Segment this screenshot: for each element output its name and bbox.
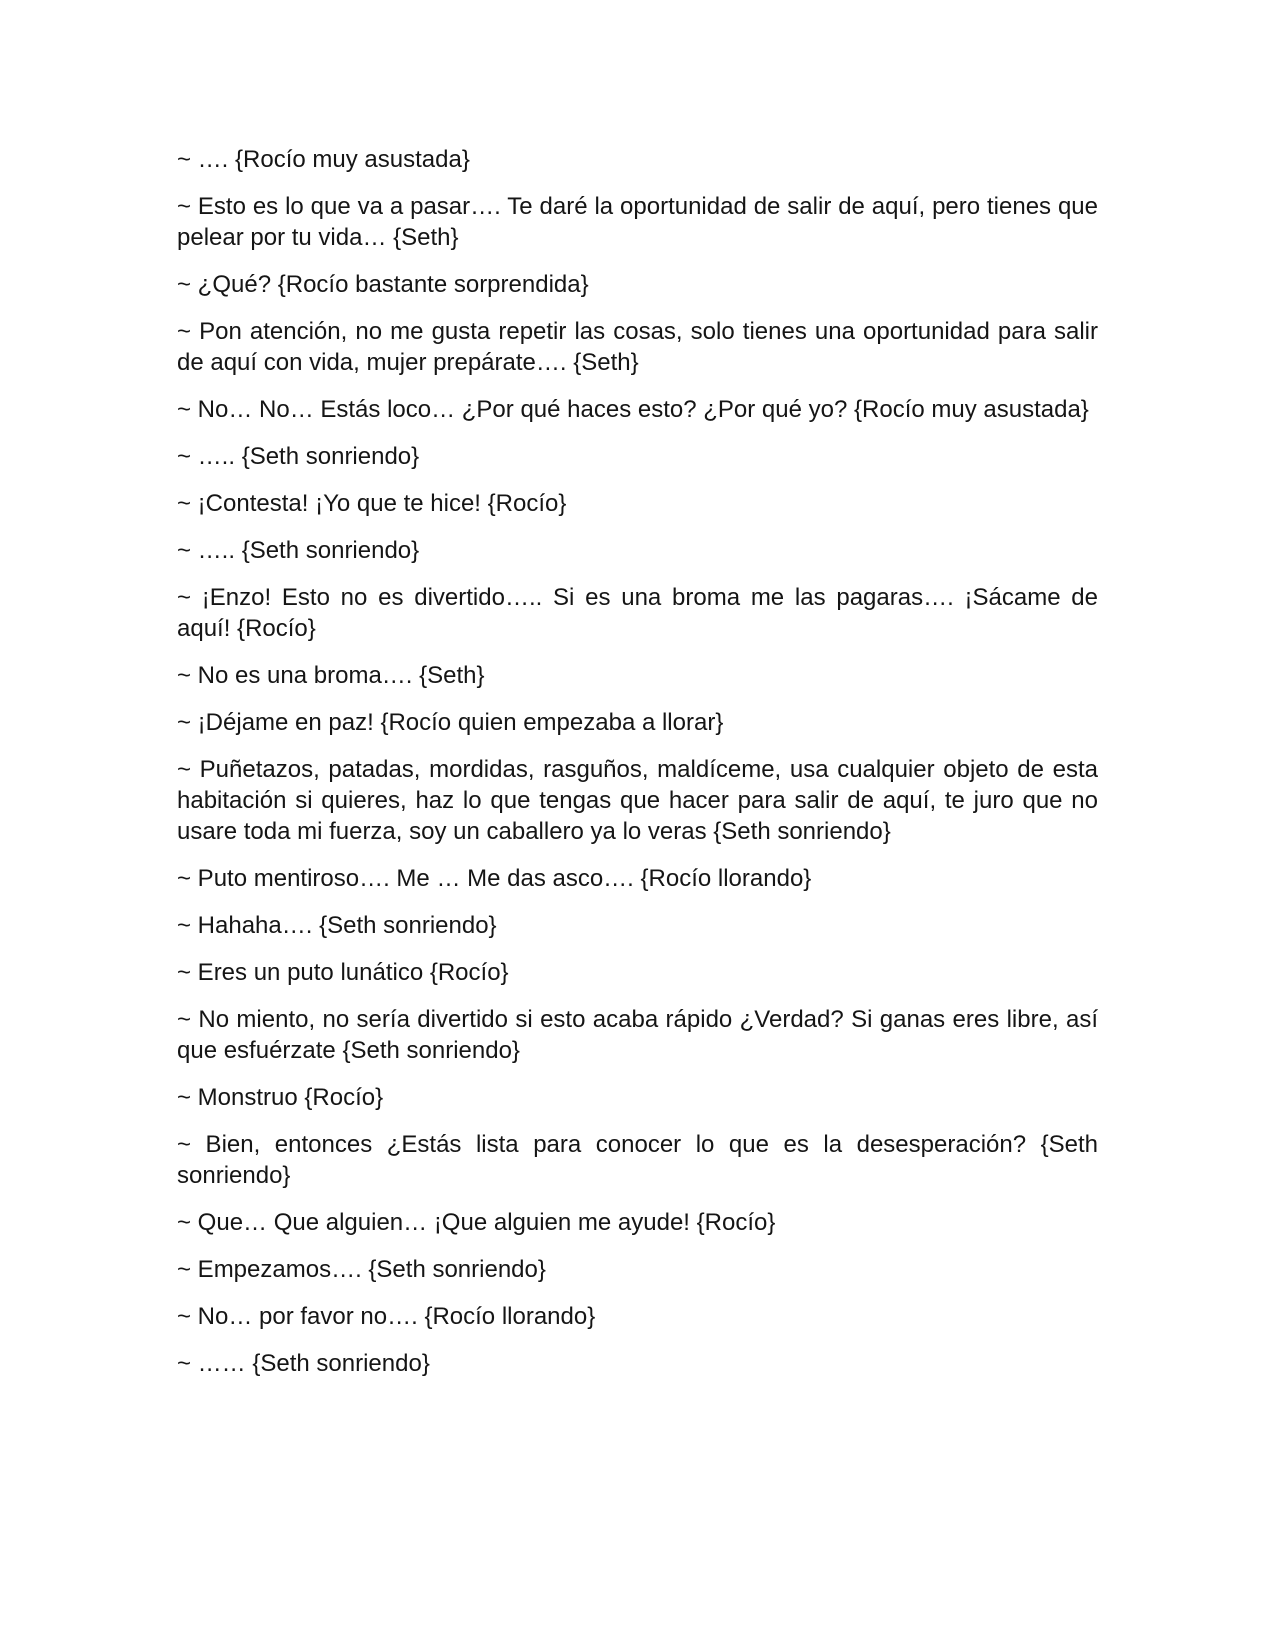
dialogue-line: ~ Monstruo {Rocío} (177, 1084, 384, 1111)
dialogue-line: ~ Puñetazos, patadas, mordidas, rasguños, maldíceme, usa cualquier objeto de esta habitación si quieres, haz lo que tengas que hacer para salir de aquí, te juro que no usare toda mi fuerza, soy un caballero ya lo veras {Seth sonriendo} (177, 756, 1098, 845)
dialogue-line: ~ Empezamos…. {Seth sonriendo} (177, 1256, 546, 1283)
dialogue-line: ~ ¡Contesta! ¡Yo que te hice! {Rocío} (177, 490, 567, 517)
dialogue-line: ~ Puto mentiroso…. Me … Me das asco…. {Rocío llorando} (177, 865, 812, 892)
dialogue-line: ~ ¿Qué? {Rocío bastante sorprendida} (177, 271, 589, 298)
dialogue-line: ~ Hahaha…. {Seth sonriendo} (177, 912, 497, 939)
dialogue-line: ~ Que… Que alguien… ¡Que alguien me ayude! {Rocío} (177, 1209, 776, 1236)
dialogue-line: ~ ¡Enzo! Esto no es divertido….. Si es una broma me las pagaras…. ¡Sácame de aquí! {Rocío} (177, 584, 1098, 642)
dialogue-line: ~ ¡Déjame en paz! {Rocío quien empezaba a llorar} (177, 709, 724, 736)
dialogue-line: ~ No… No… Estás loco… ¿Por qué haces esto? ¿Por qué yo? {Rocío muy asustada} (177, 396, 1089, 423)
dialogue-line: ~ Eres un puto lunático {Rocío} (177, 959, 509, 986)
document-body (177, 144, 1098, 1395)
dialogue-line: ~ No miento, no sería divertido si esto acaba rápido ¿Verdad? Si ganas eres libre, así que esfuérzate {Seth sonriendo} (177, 1006, 1098, 1064)
dialogue-line: ~ …… {Seth sonriendo} (177, 1350, 430, 1377)
dialogue-line: ~ No… por favor no…. {Rocío llorando} (177, 1303, 596, 1330)
dialogue-line: ~ Pon atención, no me gusta repetir las cosas, solo tienes una oportunidad para salir de aquí con vida, mujer prepárate…. {Seth} (177, 318, 1098, 376)
dialogue-line: ~ …. {Rocío muy asustada} (177, 146, 470, 173)
dialogue-line: ~ Esto es lo que va a pasar…. Te daré la oportunidad de salir de aquí, pero tienes que pelear por tu vida… {Seth} (177, 193, 1098, 251)
dialogue-line: ~ ….. {Seth sonriendo} (177, 537, 420, 564)
dialogue-line: ~ ….. {Seth sonriendo} (177, 443, 420, 470)
dialogue-line: ~ Bien, entonces ¿Estás lista para conocer lo que es la desesperación? {Seth sonriendo} (177, 1131, 1098, 1189)
dialogue-line: ~ No es una broma…. {Seth} (177, 662, 485, 689)
